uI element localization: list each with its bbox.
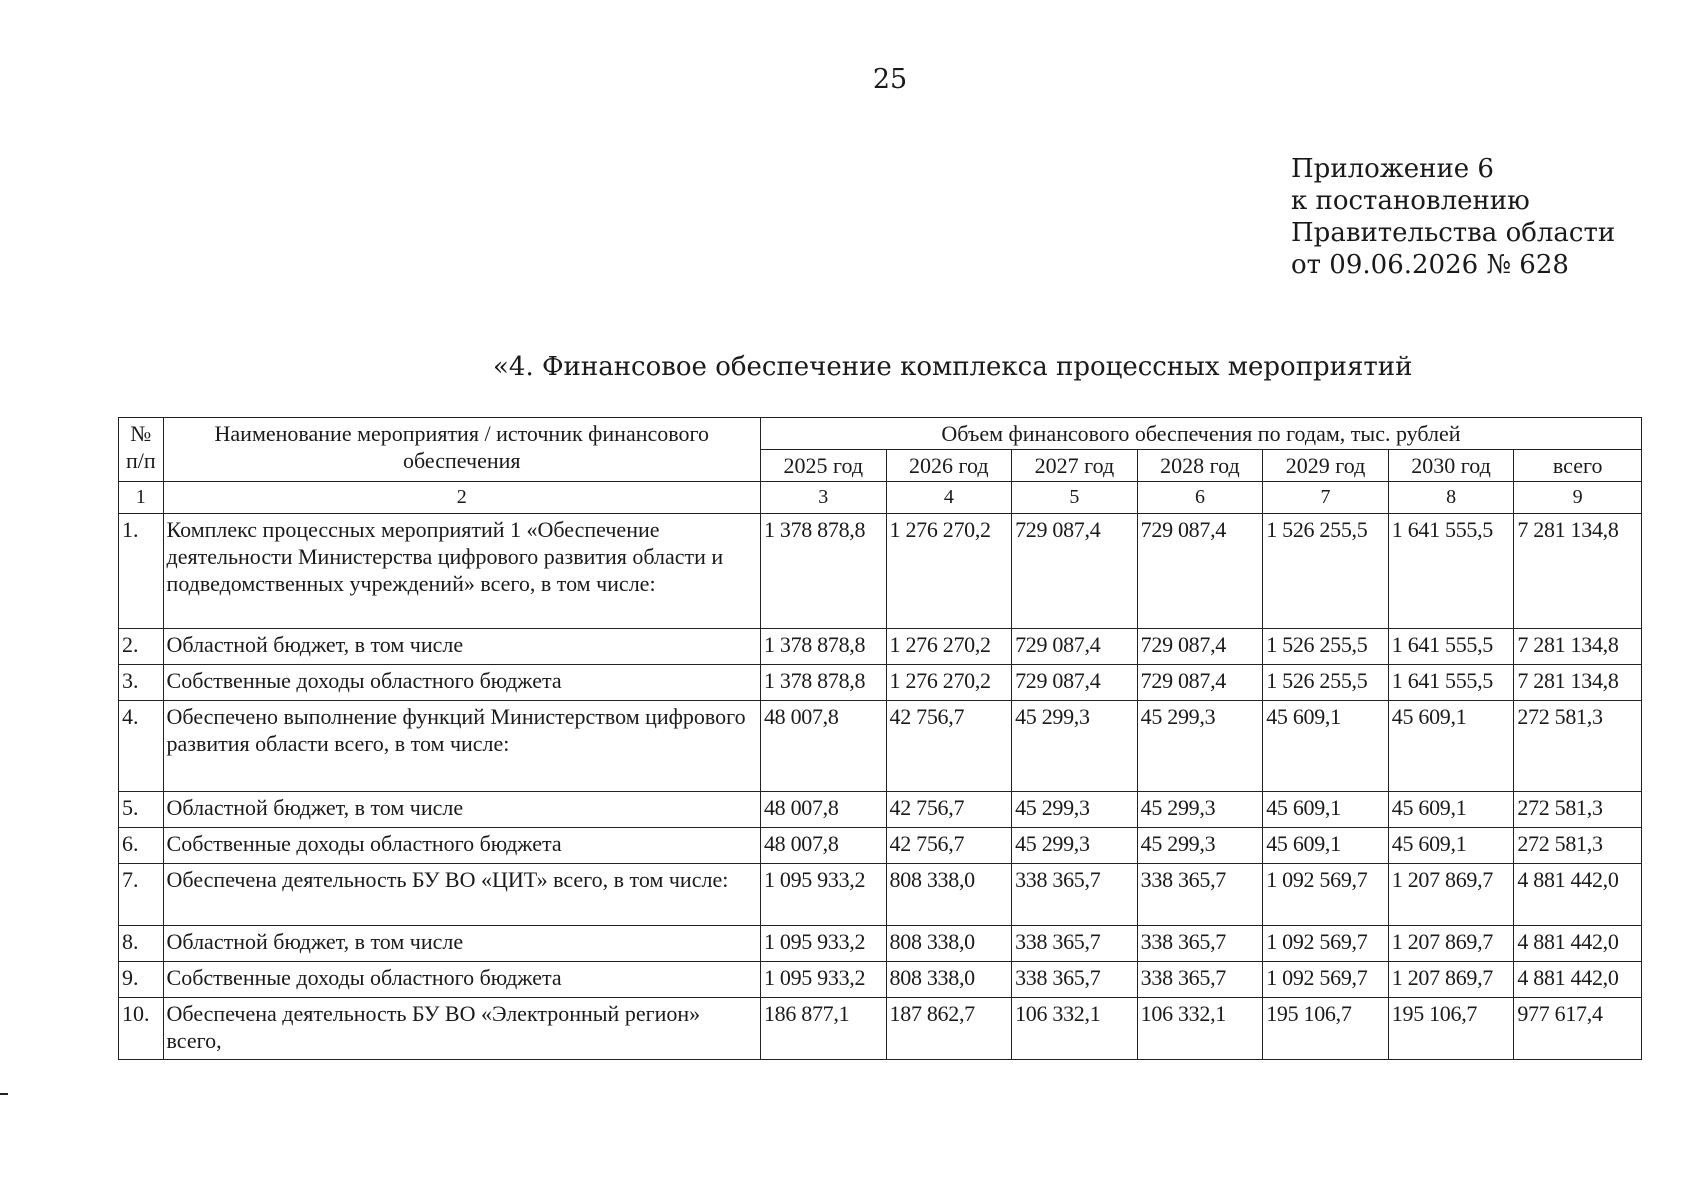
row-number: 5. [119,792,164,828]
header-num-col: № п/п [119,418,164,482]
header-volume-col: Объем финансового обеспечения по годам, тыс. рублей [760,418,1641,450]
header-name-col: Наименование мероприятия / источник финансового обеспечения [163,418,760,482]
row-number: 7. [119,864,164,926]
row-total-value: 7 281 134,8 [1514,629,1642,665]
row-total-value: 272 581,3 [1514,701,1642,792]
row-name: Обеспечена деятельность БУ ВО «ЦИТ» всего, в том числе: [163,864,760,926]
row-name: Областной бюджет, в том числе [163,629,760,665]
table-row [119,962,1642,998]
table-row [119,629,1642,665]
header-year: 2028 год [1137,450,1263,482]
header-year: 2027 год [1012,450,1138,482]
row-year-value: 338 365,7 [1137,926,1263,962]
row-year-value: 808 338,0 [886,962,1012,998]
row-year-value: 729 087,4 [1012,514,1138,629]
row-year-value: 1 526 255,5 [1263,665,1389,701]
row-year-value: 45 609,1 [1388,701,1514,792]
table-row [119,701,1642,792]
row-year-value: 1 526 255,5 [1263,514,1389,629]
row-year-value: 1 207 869,7 [1388,962,1514,998]
row-year-value: 1 276 270,2 [886,514,1012,629]
row-total-value: 272 581,3 [1514,792,1642,828]
row-year-value: 338 365,7 [1012,864,1138,926]
section-title: «4. Финансовое обеспечение комплекса процессных мероприятий [493,352,1413,382]
row-number: 4. [119,701,164,792]
column-number: 5 [1012,482,1138,514]
row-year-value: 1 378 878,8 [760,629,886,665]
row-year-value: 1 095 933,2 [760,962,886,998]
row-name: Собственные доходы областного бюджета [163,828,760,864]
row-total-value: 7 281 134,8 [1514,665,1642,701]
table-row [119,926,1642,962]
row-total-value: 272 581,3 [1514,828,1642,864]
row-year-value: 1 092 569,7 [1263,962,1389,998]
row-year-value: 42 756,7 [886,828,1012,864]
appendix-line: Правительства области [1291,218,1616,248]
row-year-value: 187 862,7 [886,998,1012,1060]
row-year-value: 338 365,7 [1137,962,1263,998]
row-total-value: 7 281 134,8 [1514,514,1642,629]
row-year-value: 45 299,3 [1012,701,1138,792]
row-year-value: 42 756,7 [886,701,1012,792]
row-name: Комплекс процессных мероприятий 1 «Обеспечение деятельности Министерства цифрового развития области и подведомственных учреждений» всего, в том числе: [163,514,760,629]
row-year-value: 1 092 569,7 [1263,864,1389,926]
row-number: 1. [119,514,164,629]
row-year-value: 45 609,1 [1263,792,1389,828]
column-number: 8 [1388,482,1514,514]
row-year-value: 1 207 869,7 [1388,926,1514,962]
column-number: 1 [119,482,164,514]
row-year-value: 1 641 555,5 [1388,665,1514,701]
row-name: Собственные доходы областного бюджета [163,962,760,998]
row-total-value: 4 881 442,0 [1514,864,1642,926]
row-year-value: 1 095 933,2 [760,926,886,962]
row-year-value: 1 092 569,7 [1263,926,1389,962]
financing-table [118,417,1642,1060]
row-year-value: 1 207 869,7 [1388,864,1514,926]
row-year-value: 1 641 555,5 [1388,629,1514,665]
row-year-value: 48 007,8 [760,828,886,864]
row-name: Собственные доходы областного бюджета [163,665,760,701]
row-year-value: 729 087,4 [1012,665,1138,701]
header-year: 2029 год [1263,450,1389,482]
table-row [119,792,1642,828]
row-year-value: 338 365,7 [1012,962,1138,998]
column-number: 7 [1263,482,1389,514]
row-number: 8. [119,926,164,962]
row-year-value: 729 087,4 [1137,665,1263,701]
appendix-line: Приложение 6 [1291,154,1494,184]
row-year-value: 45 299,3 [1137,701,1263,792]
row-year-value: 1 641 555,5 [1388,514,1514,629]
column-number: 9 [1514,482,1642,514]
row-year-value: 45 299,3 [1137,828,1263,864]
row-year-value: 45 609,1 [1263,701,1389,792]
row-year-value: 338 365,7 [1012,926,1138,962]
row-name: Областной бюджет, в том числе [163,792,760,828]
column-number: 2 [163,482,760,514]
row-year-value: 1 276 270,2 [886,629,1012,665]
row-year-value: 808 338,0 [886,864,1012,926]
row-number: 9. [119,962,164,998]
row-year-value: 45 299,3 [1012,792,1138,828]
table-row [119,665,1642,701]
header-total: всего [1514,450,1642,482]
row-year-value: 48 007,8 [760,701,886,792]
row-number: 10. [119,998,164,1060]
table-row [119,828,1642,864]
table-row [119,998,1642,1060]
row-year-value: 45 609,1 [1263,828,1389,864]
column-number: 4 [886,482,1012,514]
row-year-value: 729 087,4 [1137,514,1263,629]
row-year-value: 45 299,3 [1012,828,1138,864]
row-year-value: 1 526 255,5 [1263,629,1389,665]
table-row [119,864,1642,926]
header-row-top [119,418,1642,450]
appendix-block [1291,153,1615,281]
column-number-row [119,482,1642,514]
header-year: 2025 год [760,450,886,482]
row-year-value: 45 609,1 [1388,828,1514,864]
row-total-value: 4 881 442,0 [1514,926,1642,962]
row-number: 2. [119,629,164,665]
header-year: 2030 год [1388,450,1514,482]
row-year-value: 808 338,0 [886,926,1012,962]
appendix-line: от 09.06.2026 № 628 [1291,250,1569,280]
row-year-value: 1 276 270,2 [886,665,1012,701]
row-year-value: 729 087,4 [1012,629,1138,665]
row-year-value: 106 332,1 [1012,998,1138,1060]
row-number: 3. [119,665,164,701]
page-number: 25 [872,64,908,95]
column-number: 3 [760,482,886,514]
row-year-value: 186 877,1 [760,998,886,1060]
row-year-value: 42 756,7 [886,792,1012,828]
row-year-value: 195 106,7 [1388,998,1514,1060]
appendix-line: к постановлению [1291,186,1530,216]
row-year-value: 338 365,7 [1137,864,1263,926]
row-year-value: 1 095 933,2 [760,864,886,926]
row-year-value: 48 007,8 [760,792,886,828]
header-year: 2026 год [886,450,1012,482]
row-name: Обеспечена деятельность БУ ВО «Электронный регион» всего, [163,998,760,1060]
row-name: Обеспечено выполнение функций Министерством цифрового развития области всего, в том числе: [163,701,760,792]
row-year-value: 45 299,3 [1137,792,1263,828]
row-year-value: 106 332,1 [1137,998,1263,1060]
table-row [119,514,1642,629]
row-year-value: 1 378 878,8 [760,514,886,629]
column-number: 6 [1137,482,1263,514]
row-year-value: 195 106,7 [1263,998,1389,1060]
row-year-value: 45 609,1 [1388,792,1514,828]
row-year-value: 1 378 878,8 [760,665,886,701]
row-year-value: 729 087,4 [1137,629,1263,665]
row-total-value: 4 881 442,0 [1514,962,1642,998]
margin-mark [0,1093,8,1095]
row-number: 6. [119,828,164,864]
row-name: Областной бюджет, в том числе [163,926,760,962]
row-total-value: 977 617,4 [1514,998,1642,1060]
